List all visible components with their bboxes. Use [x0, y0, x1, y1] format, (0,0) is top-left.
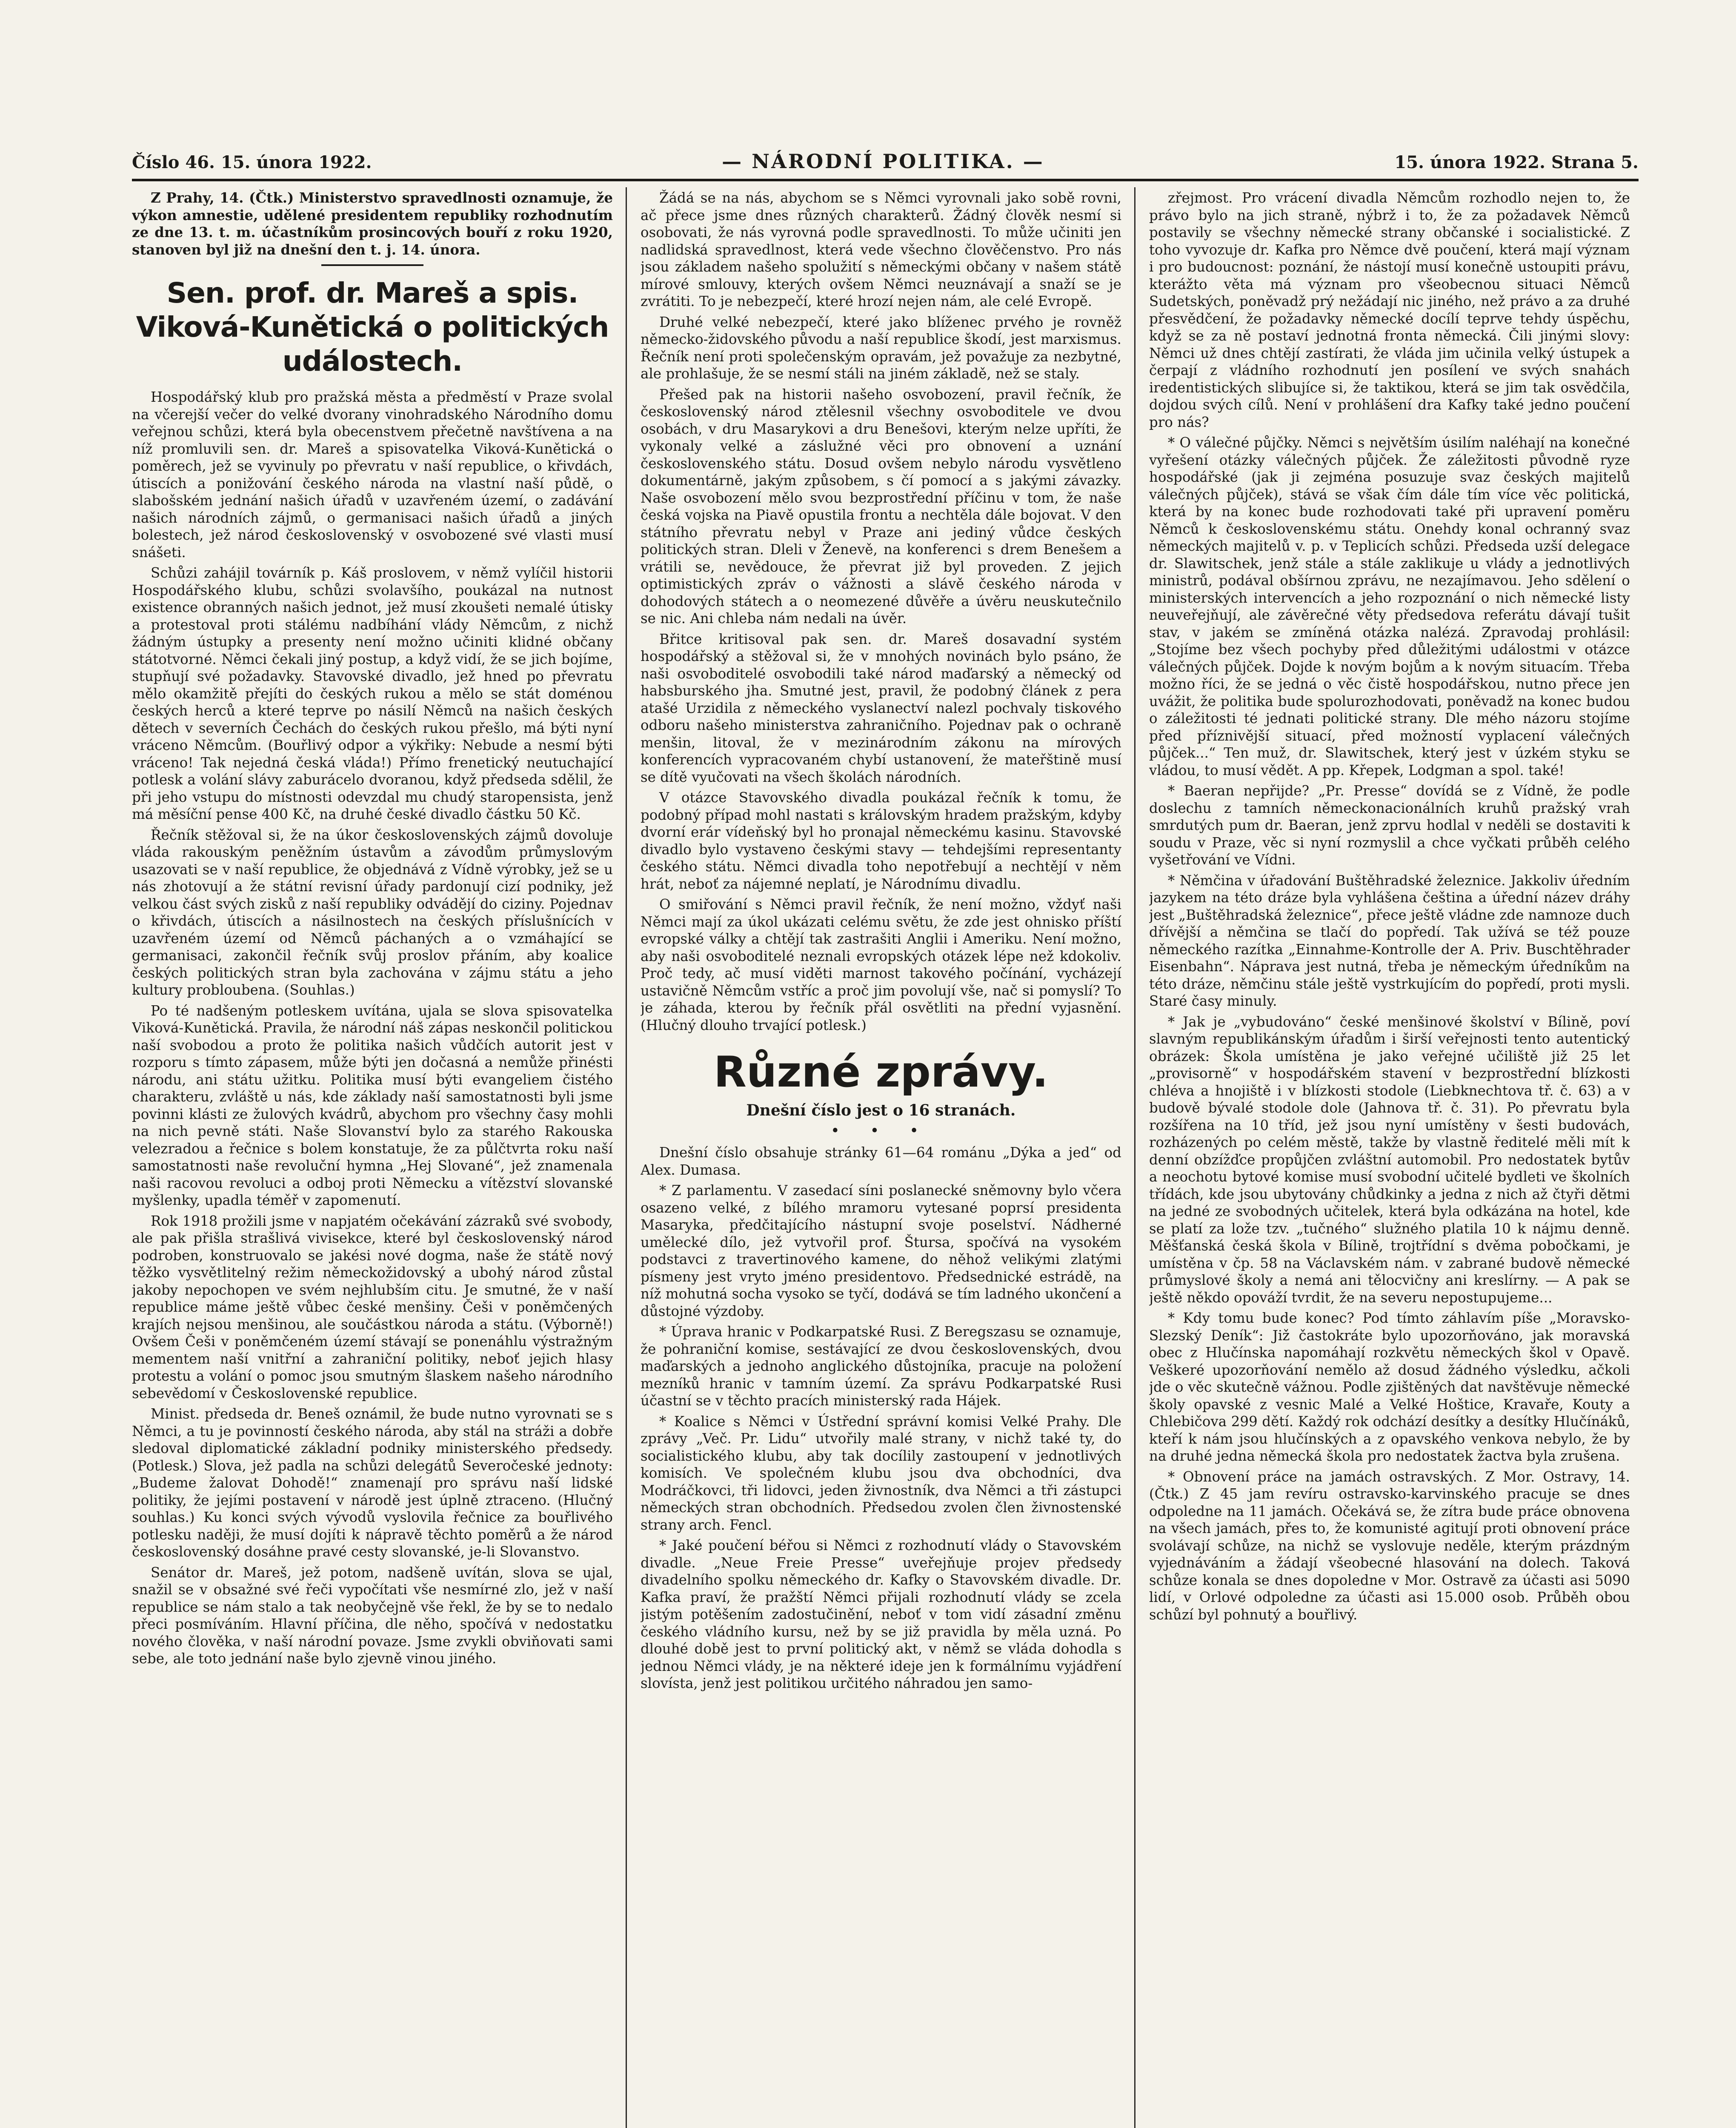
paragraph: * Baeran nepřijde? „Pr. Presse“ dovídá se z Vídně, že podle doslechu z tamních německonacionálních kruhů pražský vrah smrdutých pum dr. Baeran, jenž zprvu hodlal v neděli se dostaviti k soudu v Praze, věc si nyní rozmyslil a chce vyčkati průběh celého vyšetřování ve Vídni. — [1149, 783, 1630, 868]
paragraph: * Kdy tomu bude konec? Pod tímto záhlavím píše „Moravsko-Slezský Deník“: Již častokráte bylo upozorňováno, jak moravská obec z Hlučínska napomáhají rozkvětu německých škol v Opavě. Veškeré upozorňování nemělo až dosud žádného výsledku, ačkoli jde o věc skutečně vážnou. Podle zjištěných dat navštěvuje německé školy opavské z vesnic Malé a Velké Hoštice, Kravaře, Kouty a Chlebičova 299 dětí. Každý rok odchází desítky a desítky Hlučínáků, kteří k nám jsou hlučínských a z opavského venkova nebylo, že by na druhé jedna německá škola pro nedostatek žactva byla zrušena. — [1149, 1310, 1630, 1464]
issue-number-date: Číslo 46. 15. února 1922. — [132, 152, 372, 172]
column-2 — [641, 189, 1121, 2128]
column-divider — [1134, 187, 1135, 2128]
paragraph: O smiřování s Němci pravil řečník, že není možno, vždyť naši Němci mají za úkol ukázati celému světu, že zde jest ohnisko příští evropské války a chtějí tak zastrašiti Anglii i Ameriku. Není možno, aby naši osvoboditelé neznali evropských otázek lépe než kdokoliv. Proč tedy, ač musí viděti marnost takového počínání, vycházejí ustavičně Němcům vstříc a proč jim povolují vše, nač si pomyslí? To je záhada, kterou by řečník přál osvětliti na přední vyjasnění. (Hlučný dlouho trvající potlesk.) — [641, 896, 1121, 1033]
masthead: — NÁRODNÍ POLITIKA. — — [722, 150, 1044, 173]
column-divider — [626, 187, 627, 2128]
separator-dots: • • • — [830, 1122, 932, 1140]
paragraph: Řečník stěžoval si, že na úkor československých zájmů dovoluje vláda rakouským peněžním ústavům a závodům průmyslovým usazovati se v naší republice, že objednává z Vídně výrobky, jež se u nás zhotovují a že státní revisní úřady pardonují cizí podniky, jež velkou část svých zisků z naší republiky odvádějí do ciziny. Pojednav o křivdách, útiscích a násilnostech na českých příslušnících v uzavřeném území od Němců páchaných a o vzmáhající se germanisaci, zakončil řečník svůj proslov přáním, aby koalice českých politických stran byla zachována v zájmu státu a jeho kultury probloubena. (Souhlas.) — [132, 827, 613, 998]
paragraph: * Koalice s Němci v Ústřední správní komisi Velké Prahy. Dle zprávy „Več. Pr. Lidu“ utvořily malé strany, v nichž také ty, do socialistického klubu, aby tak docílily zastoupení v jednotlivých komisích. Ve společném klubu jsou dva obchodníci, dva Modráčkovci, tři lidovci, jeden živnostník, dva Němci a tři zástupci německých stran obchodních. Předsedou zvolen člen živnostenské strany arch. Fencl. — [641, 1413, 1121, 1533]
header-rule — [132, 179, 1639, 181]
article-title: Sen. prof. dr. Mareš a spis. Viková-Kunětická o politických událostech. — [136, 277, 609, 378]
short-rule — [321, 264, 423, 266]
column-1 — [132, 189, 613, 2128]
paragraph: Přešed pak na historii našeho osvobození, pravil řečník, že československý národ ztělesnil všechny osvoboditele ve dvou osobách, v dru Masarykovi a dru Benešovi, kterým nelze upříti, že vykonaly velké a záslužné věci pro obnovení a uznání československého státu. Dosud ovšem nebylo národu vysvětleno dokumentárně, jakým způsobem, s čí pomocí a s jakými závazky. Naše osvobození mělo svou bezprostřední příčinu v tom, že naše česká vojska na Piavě opustila frontu a nechtěla dále bojovat. V den státního převratu nebyl v Praze ani jediný vůdce českých politických stran. Dleli v Ženevě, na konferenci s drem Benešem a vrátili se, nevědouce, že převrat již byl proveden. Z jejich optimistických zpráv o vážnosti a slávě českého národa v dohodových státech a o neomezené důvěře a úvěru neuskutečnilo se nic. Ani chleba nám nedali na úvěr. — [641, 386, 1121, 626]
paragraph: V otázce Stavovského divadla poukázal řečník k tomu, že podobný případ mohl nastati s královským hradem pražským, kdyby dvorní erár vídeňský byl ho pronajal německému kasinu. Stavovské divadlo bylo vystaveno českými stavy — tehdejšími representanty českého státu. Němci divadla toho nepotřebují a nechtějí v něm hrát, neboť za nájemné neplatí, je Národnímu divadlu. — [641, 789, 1121, 892]
column-3 — [1149, 189, 1630, 2128]
paragraph: * Z parlamentu. V zasedací síni poslanecké sněmovny bylo včera osazeno velké, z bílého mramoru vytesané poprsí presidenta Masaryka, předčitajícího nástupní svoje poselství. Nádherné umělecké dílo, jež vytvořil prof. Štursa, spočívá na vysokém podstavci z travertinového kamene, do něhož velikými zlatými písmeny jest vryto jméno presidentovo. Předsednické estrádě, na níž mohutná socha vysoko se tyčí, dodává se tím ladného ukončení a důstojné výzdoby. — [641, 1182, 1121, 1319]
issue-pages-notice: Dnešní číslo jest o 16 stranách. — [746, 1101, 1016, 1119]
paragraph: Rok 1918 prožili jsme v napjatém očekávání zázraků své svobody, ale pak přišla strašlivá vivisekce, které byl československý národ podroben, konstruovalo se jakési nové dogma, naše že státě nový těžko vysvětlitelný režim německožidovský a ubohý národ zůstal jakoby nepochopen ve svém nejhlubším citu. Je smutné, že v naší republice máme ještě vůbec české menšiny. Češi v poněmčených krajích nejsou menšinou, ale součástkou národa a státu. (Výborně!) Ovšem Češi v poněmčeném území stávají se ponenáhlu výstražným mementem naší vnitřní a zahraniční politiky, neboť jejich hlasy protestu a volání o pomoc jsou smutným šlaskem našeho národního sebevědomí v Československé republice. — [132, 1213, 613, 1402]
paragraph: * Jak je „vybudováno“ české menšinové školství v Bílině, poví slavným republikánským úřadům i širší veřejnosti tento autentický obrázek: Škola umístěna je jako veřejné učiliště již 25 let „provisorně“ v hospodářském stavení v bezprostřední blízkosti chléva a hnojiště i v blízkosti stodole (Liebknechtova tř. č. 63) a v budově bývalé stodole dole (Jahnova tř. č. 31). Po převratu byla rozšířena na 10 tříd, jež jsou nyní umístěny v šesti budovách, rozházených po celém městě, takže by vlastně ředitelé měli mít k denní obzížďce propůjčen zvláštní automobil. Pro nedostatek bytův a neochotu bytové komise musí svobodní učitelé bydleti ve školních třídách, kde jsou ubytovány chůdkinky a jedna z nich až čtyři dětmi na jedné ze svobodných učitelek, která byla odkázána na hotel, kde se platí za lože tzv. „tučného“ služného platila 10 k nájmu denně. Měšťanská česká škola v Bílině, trojtřídní s dvěma pobočkami, je umístěna v čp. 58 na Václavském nám. v zabrané budově německé průmyslové školy a nemá ani tělocvičny ani kreslírny. — A pak se ještě někdo opováží tvrdit, že na severu nepostupujeme... — [1149, 1013, 1630, 1306]
paragraph: * Úprava hranic v Podkarpatské Rusi. Z Beregszasu se oznamuje, že pohraniční komise, sestávající ze dvou československých, dvou maďarských a jednoho anglického důstojníka, pracuje na položení mezníků hranic v tamním území. Za správu Podkarpatské Rusi účastní se v těchto pracích ministerský rada Hájek. — [641, 1324, 1121, 1409]
paragraph: zřejmost. Pro vrácení divadla Němcům rozhodlo nejen to, že právo bylo na jich straně, nýbrž i to, že za požadavek Němců postavily se všechny německé strany občanské i socialistické. Z toho vyvozuje dr. Kafka pro Němce dvě poučení, která mají význam i pro budoucnost: poznání, že nástojí musí konečně ustoupiti právu, kterážto věta má význam pro všeobecnou situaci Němců Sudetských, poněvadž prý nežádají nic jiného, než právo a za druhé přesvědčení, že požadavky německé docílí teprve tehdy úspěchu, když se za ně postaví jednotná fronta německá. Čili jinými slovy: Němci už dnes chtějí zastírati, že vláda jim učinila velký ústupek a čerpají z vládního rozhodnutí jen posílení ve svých snahách iredentistických slibujíce si, že taktikou, která se jim tak osvědčila, dojdou svých cílů. Není v prohlášení dra Kafky také jedno poučení pro nás? — [1149, 190, 1630, 430]
paragraph: * Němčina v úřadování Buštěhradské železnice. Jakkoliv úředním jazykem na této dráze byla vyhlášena čeština a úřední název dráhy jest „Buštěhradská železnice“, přece ještě vládne zde namnoze duch dřívější a němčina se tlačí do popředí. Tak užívá se též pouze německého razítka „Einnahme-Kontrolle der A. Priv. Buschtěhrader Eisenbahn“. Náprava jest nutná, třeba je německým úředníkům na této dráze, němčinu stále ještě vystrkujícím do popředí, proti mysli. Staré časy minuly. — [1149, 872, 1630, 1009]
paragraph: Hospodářský klub pro pražská města a předměstí v Praze svolal na včerejší večer do velké dvorany vinohradského Národního domu veřejnou schůzi, která byla obecenstvem přečetně navštívena a na níž promluvili sen. dr. Mareš a spisovatelka Viková-Kunětická o poměrech, jež se vyvinuly po převratu v naší republice, o křivdách, útiscích a ponižování českého národa na vlastní naší půdě, o slabošském jednání našich úřadů v uzavřeném území, o zadávání našich národních zájmů, o germanisaci našich úřadů a jiných bolestech, jež národ československý v osvobozené své vlasti musí snášeti. — [132, 389, 613, 561]
amnesty-notice: Z Prahy, 14. (Čtk.) Ministerstvo spravedlnosti oznamuje, že výkon amnestie, udělené presidentem republiky rozhodnutím ze dne 13. t. m. účastníkům prosincových bouří z roku 1920, stanoven byl již na dnešní den t. j. 14. února. — [132, 189, 613, 258]
paragraph: Žádá se na nás, abychom se s Němci vyrovnali jako sobě rovni, ač přece jsme dnes různých charakterů. Žádný člověk nesmí si osobovati, že nás vyrovná podle spravedlnosti. To může učiniti jen nadlidská spravedlnost, která vede všechno člověčenstvo. Pro nás jsou základem našeho spolužití s německými občany v našem státě mírové smlouvy, kterých ovšem Němci neuznávají a snaží se je zvrátiti. To je nebezpečí, které hrozí nejen nám, ale celé Evropě. — [641, 190, 1121, 309]
paragraph: Po té nadšeným potleskem uvítána, ujala se slova spisovatelka Viková-Kunětická. Pravila, že národní náš zápas neskončil politickou naší svobodou a proto že politika našich vůdčích autorit jest v rozporu s tímto zápasem, může býti jen dočasná a nemůže přinésti národu, ani státu užitku. Politika musí býti evangeliem čistého charakteru, zvláště u nás, kde základy naší samostatnosti byli jsme povinni klásti ze žulových kvádrů, abychom pro všechny časy mohli na nich pevně státi. Naše Slovanství bylo za starého Rakouska velezradou a řečnice s bolem konstatuje, že za půlčtvrta roku naší samostatnosti naše revoluční hymna „Hej Slované“, jež znamenala naši racovou revoluci a odboj proti Německu a vítězství slovanské myšlenky, upadla téměř v zapomenutí. — [132, 1002, 613, 1208]
section-title: Různé zprávy. — [714, 1047, 1048, 1097]
paragraph: Schůzi zahájil továrník p. Káš proslovem, v němž vylíčil historii Hospodářského klubu, schůzi svolavšího, poukázal na nutnost existence obranných našich jednot, jež musí zkoušeti nemalé útisky a protestoval proti stálému nadbíhání vlády Němcům, z nichž žádným ústupky a presenty není možno učiniti klidné občany státotvorné. Němci čekali jiný postup, a když vidí, že se jich bojíme, stupňují své požadavky. Stavovské divadlo, jež hned po převratu mělo okamžitě přejíti do českých rukou a mělo se stát doménou českých herců a které teprve po násilí Němců na našich českých dětech v severních Čechách do českých rukou přešlo, má býti nyní vráceno Němcům. (Bouřlivý odpor a výkřiky: Nebude a nesmí býti vráceno! Tak nejedná česká vláda!) Přímo frenetický neutuchající potlesk a volání slávy zaburácelo dvoranou, když předseda sdělil, že při jeho vstupu do místnosti odevzdal mu chudý staropensista, jenž má měsíční pense 400 Kč, na druhé české divadlo částku 50 Kč. — [132, 565, 613, 822]
paragraph: Minist. předseda dr. Beneš oznámil, že bude nutno vyrovnati se s Němci, a tu je povinností českého národa, aby stál na stráži a dobře sledoval diplomatické základní podniky ministerského předsedy. (Potlesk.) Slova, jež padla na schůzi delegátů Severočeské jednoty: „Budeme žalovat Dohodě!“ znamenají pro správu naší lidské politiky, že jejími postavení v národě jest úplně ztraceno. (Hlučný souhlas.) Ku konci svých vývodů vyslovila řečnice za bouřlivého potlesku naději, že musí dojíti k nápravě těchto poměrů a že národ československý dosáhne pravé cesty slovanské, je-li Slovanstvo. — [132, 1406, 613, 1560]
paragraph: * Jaké poučení béřou si Němci z rozhodnutí vlády o Stavovském divadle. „Neue Freie Presse“ uveřejňuje projev předsedy divadelního spolku německého dr. Kafky o Stavovském divadle. Dr. Kafka praví, že pražští Němci přijali rozhodnutí vlády se zcela jistým potěšením zadostučinění, neboť v tom vidí zásadní změnu českého vládního kursu, než by se již pravidla by měla uzná. Po dlouhé době jest to první politický akt, v němž se vláda dohodla s jednou Němci vlády, je na některé ideje jen k formálnímu vyjádření slovísta, jenž jest politikou určitého náhradou jen samo- — [641, 1537, 1121, 1691]
paragraph: * O válečné půjčky. Němci s největším úsilím naléhají na konečné vyřešení otázky válečných půjček. Že záležitosti původně ryze hospodářské (jak ji zejména posuzuje svaz českých majitelů válečných půjček), stává se však čím dále tím více věc politická, která by na konec bude rozhodovati také při upravení poměru Němců k československému státu. Onehdy konal ochranný svaz německých majitelů v. p. v Teplicích schůzi. Předseda uzší delegace dr. Slawitschek, jenž stále a stále zaklikuje u vlády a jednotlivých ministrů, podával obšírnou zprávu, ne nezajímavou. Jeho sdělení o ministerských intervencích a jeho rozpoznání o nich německé listy neuveřejňují, ale závěrečné věty předsedova referátu dávají tušit stav, v jakém se zmíněná otázka nalézá. Zpravodaj prohlásil: „Stojíme bez všech pochyby před důležitými událostmi v otázce válečných půjček. Dojde k novým bojům a k novým situacím. Třeba možno říci, že se jedná o věc čistě hospodářskou, nutno přece jen uvážit, že politika bude spolurozhodovati, poněvadž na konec budou o záležitosti té jednati politické strany. Dle mého názoru stojíme před příznivější situací, před možností vyplacení válečných půjček...“ Ten muž, dr. Slawitschek, který jest v úzkém styku se vládou, to musí vědět. A pp. Křepek, Lodgman a spol. také! — [1149, 435, 1630, 778]
page-header — [132, 150, 1639, 175]
paragraph: Senátor dr. Mareš, jež potom, nadšeně uvítán, slova se ujal, snažil se v obsažné své řeči vypočítati vše nesmírné zlo, jež v naší republice se nám stalo a tak neobyčejně vše řekl, že by se to nedalo přeci posmíváním. Hlavní příčina, dle něho, spočívá v nedostatku nového člověka, v naší národní povaze. Jsme zvykli obviňovati sami sebe, ale toto jednání naše bylo zjevně vinou jiného. — [132, 1564, 613, 1667]
page-date-number: 15. února 1922. Strana 5. — [1394, 152, 1639, 172]
paragraph: Břitce kritisoval pak sen. dr. Mareš dosavadní systém hospodářský a stěžoval si, že v mnohých novinách bylo psáno, že naši osvoboditelé osvobodili také národ maďarský a německý od habsburského jha. Smutné jest, pravil, že podobný článek z pera atašé Urzidila z německého vyslanectví nalezl pochvaly tiskového odboru našeho ministerstva zahraničního. Pojednav pak o ochraně menšin, litoval, že v mezinárodním zákonu na mírových konferencích vypracovaném chybí ustanovení, že mateřštině musí se dítě vyučovati na všech školách národních. — [641, 631, 1121, 785]
paragraph: * Obnovení práce na jamách ostravských. Z Mor. Ostravy, 14. (Čtk.) Z 45 jam revíru ostravsko-karvinského pracuje se dnes odpoledne na 11 jamách. Očekává se, že zítra bude práce obnovena na všech jamách, přes to, že komunisté agitují proti obnovení práce svolávají schůze, na nichž se vyslovuje neděle, kterým prázdným vyjednáváním a žádají všeobecné hlasování na dolech. Taková schůze konala se dnes dopoledne v Mor. Ostravě za účasti asi 5090 lidí, v Orlové odpoledne za účasti asi 15.000 osob. Průběh obou schůzí byl pohnutý a bouřlivý. — [1149, 1468, 1630, 1623]
paragraph: Dnešní číslo obsahuje stránky 61—64 románu „Dýka a jed“ od Alex. Dumasa. — [641, 1144, 1121, 1178]
paragraph: Druhé velké nebezpečí, které jako blíženec prvého je rovněž německo-židovského původu a naší republice škodí, jest marxismus. Řečník není proti společenským opravám, jež považuje za nezbytné, ale prohlašuje, že se nesmí stáli na jiném základě, než se staly. — [641, 314, 1121, 382]
